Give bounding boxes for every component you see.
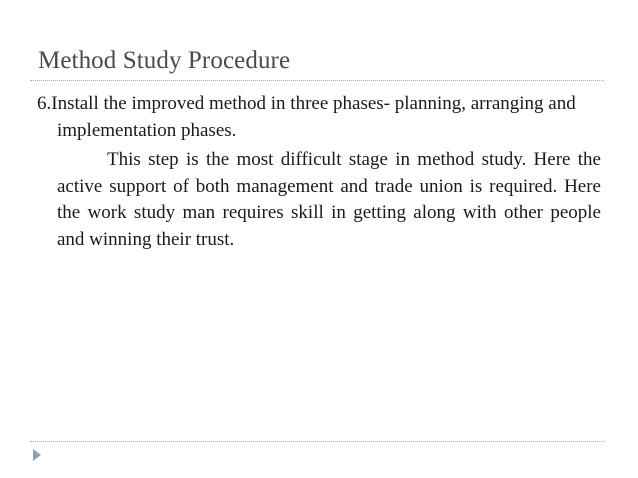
numbered-item: 6.Install the improved method in three phases- planning, arranging and implementation phases. — [37, 93, 576, 141]
triangle-right-icon — [33, 449, 41, 461]
slide-body — [37, 91, 601, 253]
title-divider — [30, 80, 604, 81]
footer-divider — [30, 441, 604, 442]
slide-title: Method Study Procedure — [38, 47, 291, 74]
body-paragraph — [37, 147, 601, 253]
body-paragraph-text: This step is the most difficult stage in method study. Here the active support of both management and trade union is required. Here the work study man requires skill in getting along with other people and winning their trust. — [57, 149, 601, 250]
